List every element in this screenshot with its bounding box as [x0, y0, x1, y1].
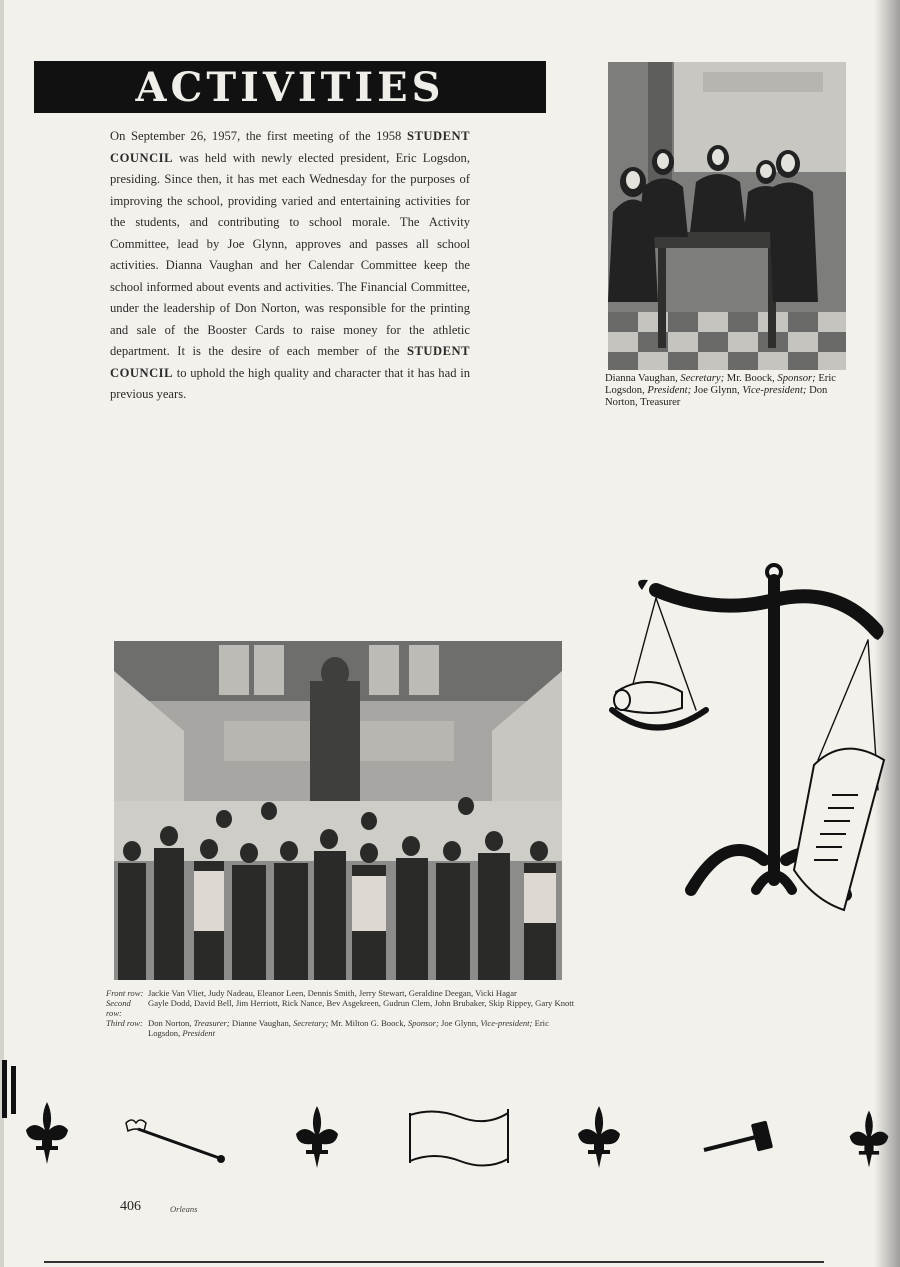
caption-role: Secretary;: [680, 373, 725, 384]
caption-role: Vice-president;: [742, 385, 807, 396]
caption-name: Eric Logsdon,: [605, 373, 836, 396]
intro-text-2: was held with newly elected president, Eric Logsdon, presiding. Since then, it has met each Wednesday for the purposes of improving the school, providing varied and entertaining activities for the students, and contributing to school morale. The Activity Committee, lead by Joe Glynn, approves and passes all school activities. Dianna Vaughan and her Calendar Committee keep the school informed about events and activities. The Financial Committee, under the leadership of Don Norton, was responsible for the printing and sale of the Booster Cards to raise money for the athletic department. It is the desire of each member of the: [110, 150, 470, 358]
caption-role: Sponsor;: [777, 373, 816, 384]
row-label: Second row:: [106, 998, 131, 1018]
margin-bar-mark: [0, 1060, 22, 1120]
scales-of-justice-icon: [596, 560, 892, 946]
row-label: Front row:: [106, 988, 144, 998]
page-number: 406: [120, 1199, 141, 1214]
row-names: Don Norton, Treasurer; Dianne Vaughan, Secretary; Mr. Milton G. Boock, Sponsor; Joe Glynn, Vice-president; Eric Logsdon, President: [148, 1018, 549, 1038]
fleur-de-lis-icon: [22, 1100, 72, 1166]
caption-name: Dianna Vaughan,: [605, 373, 681, 384]
council-officers-photo: [608, 62, 846, 370]
intro-text-1: On September 26, 1957, the first meeting of the 1958: [110, 129, 407, 143]
caption-role: President;: [647, 385, 692, 396]
row-names: Jackie Van Vliet, Judy Nadeau, Eleanor Leen, Dennis Smith, Jerry Stewart, Geraldine Deegan, Vicki Hagar: [148, 988, 517, 998]
intro-paragraph: [110, 126, 470, 406]
student-council-group-photo: [114, 641, 562, 980]
banner-title: ACTIVITIES: [135, 63, 445, 111]
scroll-icon: [404, 1105, 516, 1169]
row-label: Third row:: [106, 1018, 143, 1029]
group-photo-caption: [106, 989, 576, 1039]
bottom-rule: [44, 1261, 824, 1263]
officers-caption: [605, 373, 857, 409]
caption-name: Mr. Boock,: [724, 373, 778, 384]
scepter-icon: [124, 1117, 226, 1165]
row-names: Gayle Dodd, David Bell, Jim Herriott, Rick Nance, Bev Asgekreen, Gudrun Clem, John Brubaker, Skip Rippey, Gary Knott: [148, 998, 575, 1009]
yearbook-name: Orleans: [170, 1204, 198, 1214]
council-name: STUDENT COUNCIL: [110, 129, 470, 165]
intro-text-3: to uphold the high quality and character that it has had in previous years.: [110, 365, 470, 401]
gavel-icon: [700, 1118, 780, 1158]
caption-row-third: [106, 1019, 576, 1038]
caption-row-second: [106, 999, 576, 1018]
fleur-de-lis-icon: [846, 1106, 892, 1172]
fleur-de-lis-icon: [292, 1104, 342, 1170]
fleur-de-lis-icon: [574, 1104, 624, 1170]
caption-name: Joe Glynn,: [691, 385, 743, 396]
council-name: STUDENT COUNCIL: [110, 344, 470, 380]
caption-row-front: [106, 989, 576, 998]
section-banner: [34, 61, 546, 113]
caption-name: Don Norton, Treasurer: [605, 385, 828, 408]
